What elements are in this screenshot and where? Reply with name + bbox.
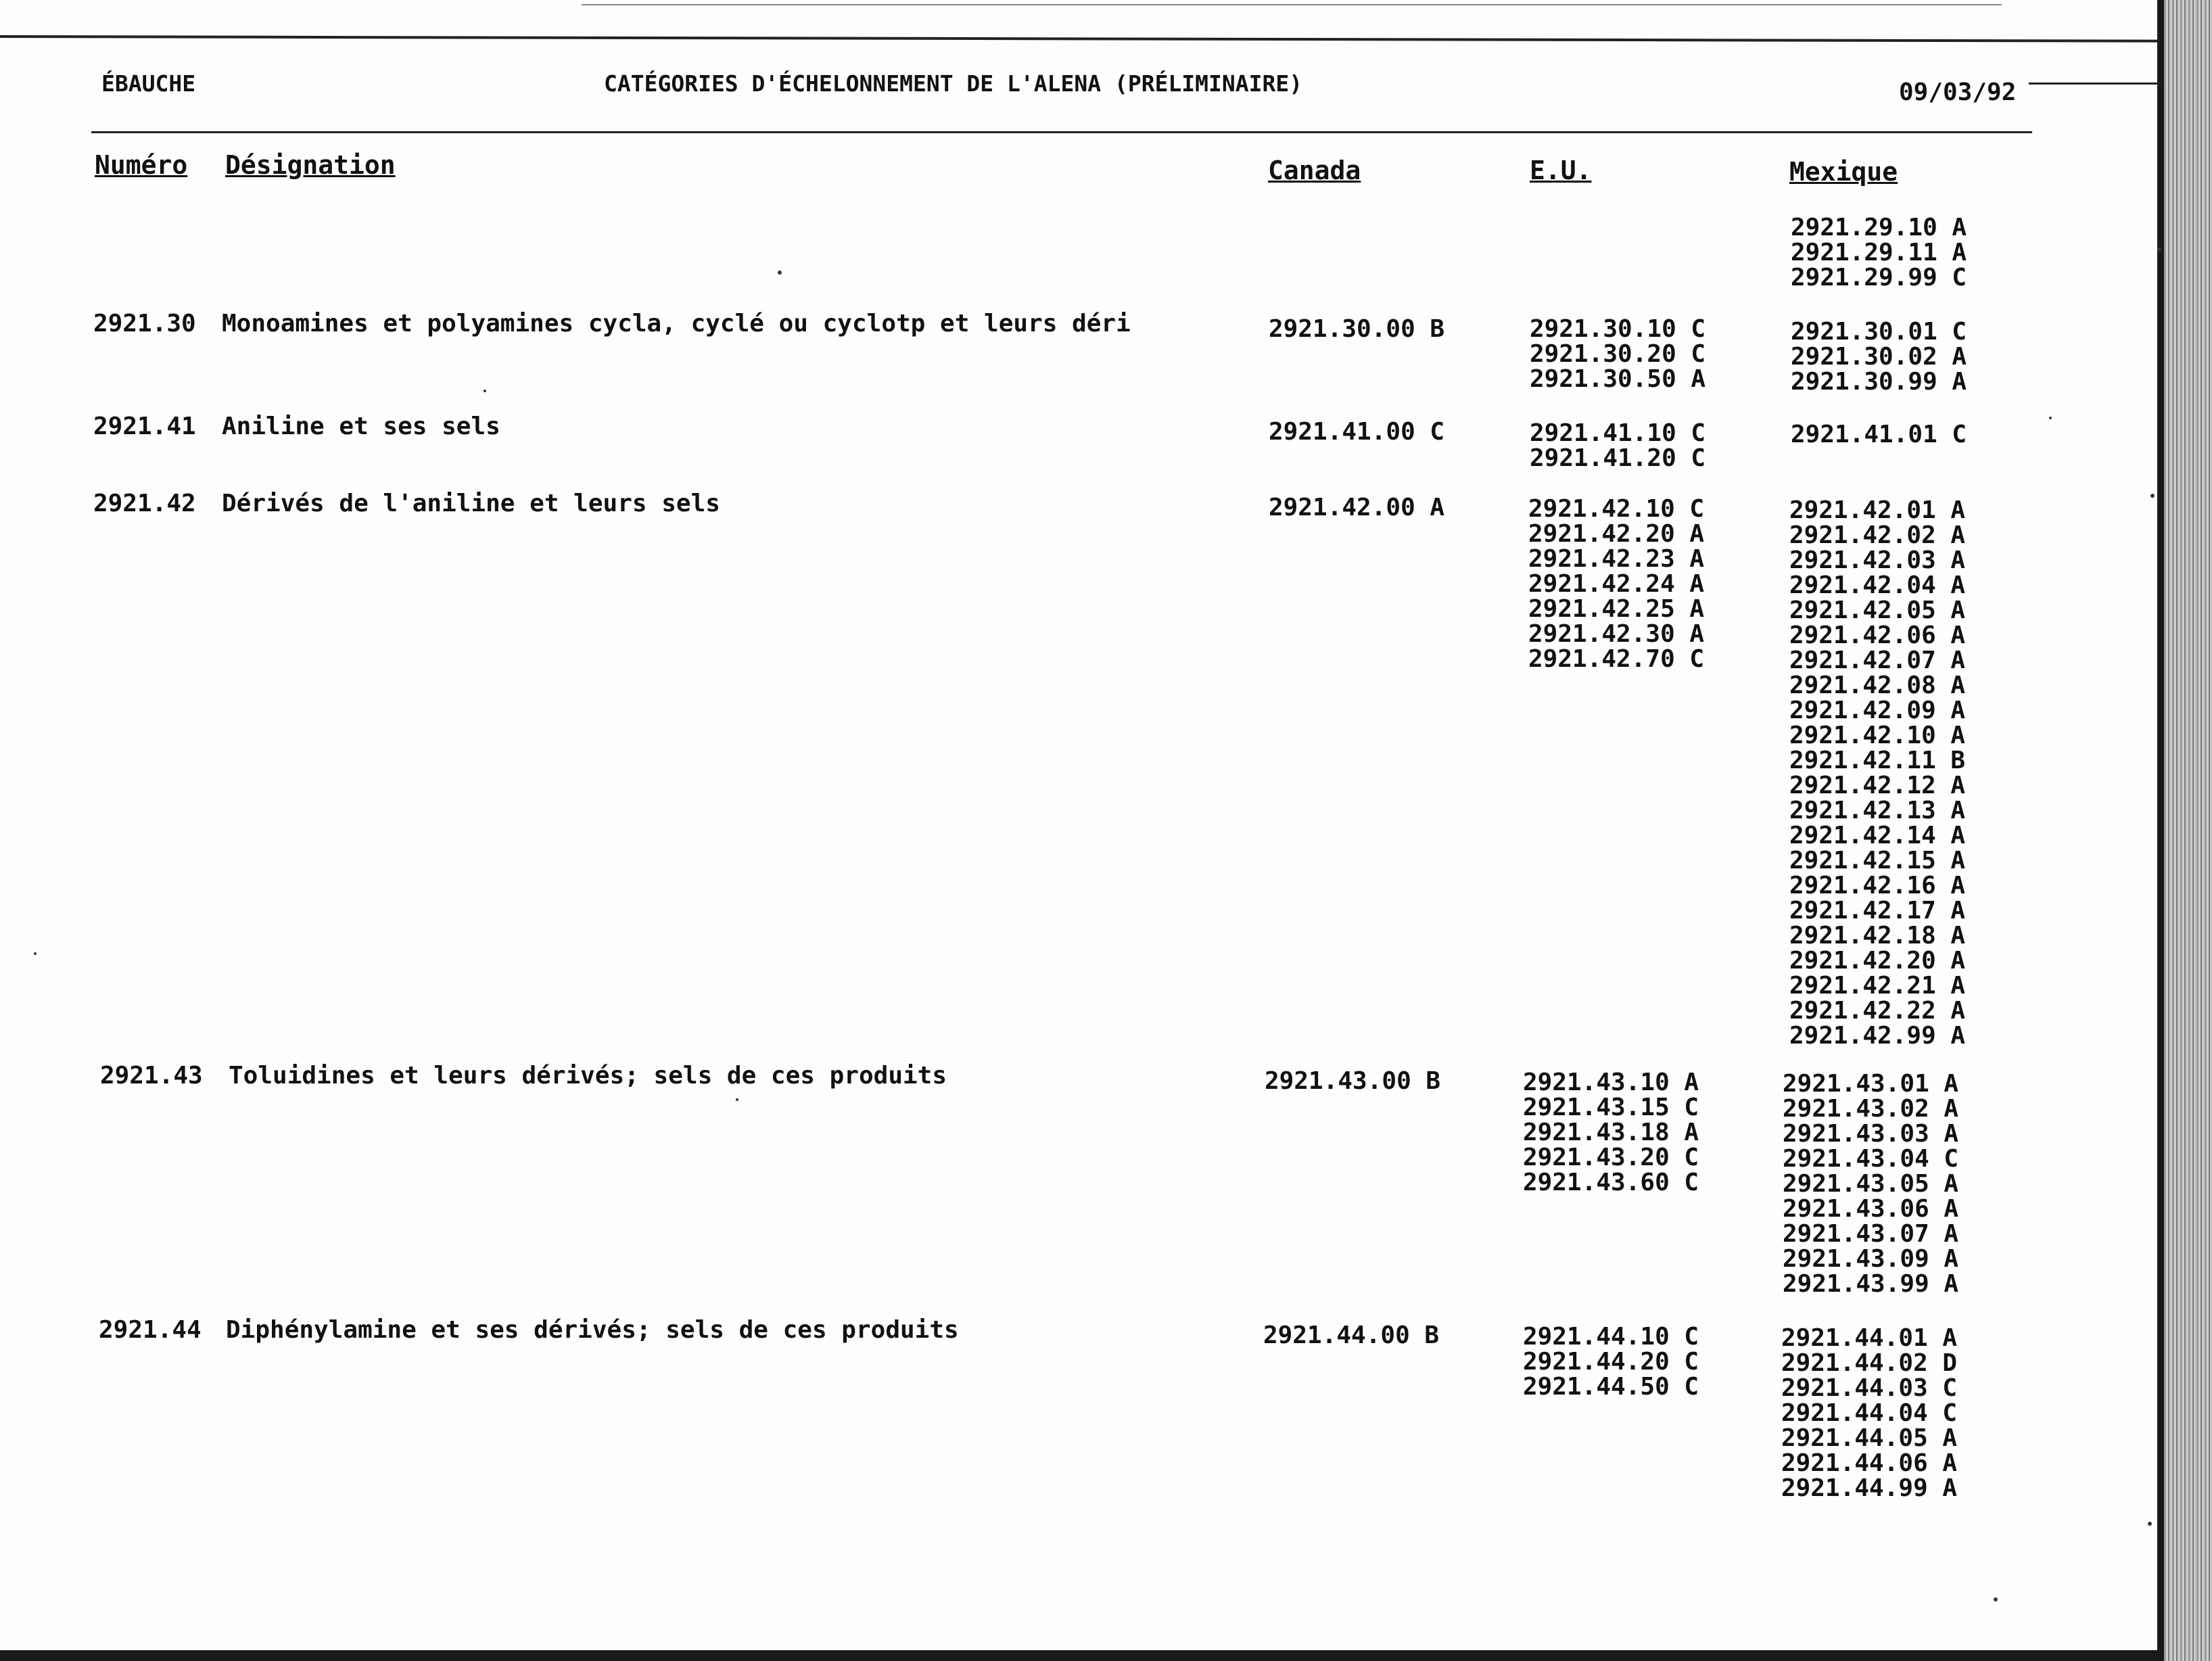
tariff-code: 2921.43.05 A: [1783, 1170, 1959, 1198]
tariff-code: 2921.42.21 A: [1789, 972, 1966, 1000]
mexique-codes: [1783, 1071, 1958, 1296]
canada-codes: [1269, 317, 1444, 342]
scan-speck: [2049, 417, 2052, 419]
mexique-codes: [1791, 215, 1967, 290]
tariff-code: 2921.42.30 A: [1528, 620, 1705, 648]
tariff-code: 2921.43.09 A: [1783, 1245, 1959, 1273]
bottom-scan-border: [0, 1650, 2164, 1661]
eu-codes: [1530, 317, 1705, 392]
tariff-code: 2921.30.02 A: [1791, 343, 1967, 371]
top-scan-edge: [582, 4, 2002, 5]
tariff-code: 2921.43.00 B: [1265, 1067, 1441, 1095]
right-scan-noise: [2164, 0, 2212, 1661]
canada-codes: [1263, 1323, 1439, 1348]
scan-speck: [2157, 248, 2161, 252]
tariff-code: 2921.42.70 C: [1528, 645, 1705, 673]
tariff-code: 2921.42.10 A: [1789, 722, 1966, 749]
row-designation: Monoamines et polyamines cycla, cyclé ou cyclotp et leurs déri: [222, 310, 1131, 337]
tariff-code: 2921.42.16 A: [1789, 872, 1966, 899]
scan-speck: [736, 1098, 738, 1101]
tariff-code: 2921.42.09 A: [1789, 697, 1966, 724]
tariff-code: 2921.42.15 A: [1789, 847, 1966, 874]
tariff-code: 2921.44.02 D: [1781, 1349, 1958, 1377]
tariff-code: 2921.42.24 A: [1528, 570, 1705, 598]
tariff-code: 2921.42.99 A: [1789, 1022, 1966, 1050]
row-designation: Diphénylamine et ses dérivés; sels de ces produits: [226, 1316, 959, 1344]
scan-speck: [2150, 494, 2155, 498]
mexique-codes: [1789, 498, 1965, 1048]
tariff-code: 2921.42.07 A: [1789, 647, 1966, 674]
eu-codes: [1530, 421, 1705, 471]
tariff-code: 2921.43.99 A: [1783, 1270, 1959, 1298]
tariff-code: 2921.42.12 A: [1789, 772, 1966, 799]
tariff-code: 2921.43.20 C: [1523, 1144, 1699, 1171]
scan-speck: [2148, 1522, 2152, 1526]
row-number: 2921.44: [99, 1316, 202, 1344]
tariff-code: 2921.43.15 C: [1523, 1094, 1699, 1121]
tariff-code: 2921.44.06 A: [1781, 1449, 1958, 1477]
tariff-code: 2921.44.99 A: [1781, 1474, 1958, 1502]
tariff-code: 2921.44.10 C: [1523, 1323, 1699, 1351]
tariff-code: 2921.42.03 A: [1789, 546, 1966, 574]
tariff-code: 2921.43.06 A: [1783, 1195, 1959, 1223]
tariff-code: 2921.41.10 C: [1530, 419, 1706, 447]
tariff-code: 2921.42.20 A: [1528, 520, 1705, 548]
tariff-code: 2921.44.03 C: [1781, 1374, 1958, 1402]
date-rule: [2029, 83, 2161, 85]
tariff-code: 2921.41.01 C: [1791, 421, 1967, 448]
scan-speck: [34, 952, 37, 955]
tariff-code: 2921.44.01 A: [1781, 1324, 1958, 1352]
eu-codes: [1523, 1070, 1699, 1195]
mexique-codes: [1781, 1326, 1957, 1501]
tariff-code: 2921.42.20 A: [1789, 947, 1966, 975]
tariff-code: 2921.42.25 A: [1528, 595, 1705, 623]
tariff-code: 2921.44.20 C: [1523, 1348, 1699, 1376]
canada-codes: [1269, 419, 1444, 444]
top-rule: [0, 35, 2171, 43]
tariff-code: 2921.30.99 A: [1791, 368, 1967, 396]
tariff-code: 2921.42.14 A: [1789, 822, 1966, 849]
row-number: 2921.43: [100, 1062, 203, 1090]
column-header-designation: Désignation: [225, 150, 396, 180]
tariff-code: 2921.43.04 C: [1783, 1145, 1959, 1173]
tariff-code: 2921.42.01 A: [1789, 496, 1966, 524]
tariff-code: 2921.44.50 C: [1523, 1373, 1699, 1401]
tariff-code: 2921.42.17 A: [1789, 897, 1966, 925]
scan-speck: [1994, 1597, 1998, 1601]
tariff-code: 2921.42.11 B: [1789, 747, 1966, 774]
tariff-code: 2921.42.23 A: [1528, 545, 1705, 573]
tariff-code: 2921.42.06 A: [1789, 622, 1966, 649]
tariff-code: 2921.42.08 A: [1789, 672, 1966, 699]
column-header-canada: Canada: [1268, 156, 1361, 185]
scan-speck: [778, 271, 782, 275]
tariff-code: 2921.43.18 A: [1523, 1119, 1699, 1146]
tariff-code: 2921.43.02 A: [1783, 1095, 1959, 1123]
tariff-code: 2921.30.50 A: [1530, 365, 1706, 393]
tariff-code: 2921.30.00 B: [1269, 315, 1445, 343]
tariff-code: 2921.44.00 B: [1263, 1321, 1440, 1349]
eu-codes: [1528, 496, 1704, 672]
tariff-code: 2921.42.13 A: [1789, 797, 1966, 824]
tariff-code: 2921.42.05 A: [1789, 596, 1966, 624]
tariff-code: 2921.43.10 A: [1523, 1069, 1699, 1096]
canada-codes: [1265, 1069, 1440, 1094]
document-date: 09/03/92: [1899, 78, 2017, 106]
tariff-code: 2921.42.10 C: [1528, 495, 1705, 523]
column-header-numero: Numéro: [95, 150, 188, 180]
document-title: CATÉGORIES D'ÉCHELONNEMENT DE L'ALENA (PRÉLIMINAIRE): [604, 70, 1303, 97]
tariff-code: 2921.42.02 A: [1789, 521, 1966, 549]
tariff-code: 2921.43.07 A: [1783, 1220, 1959, 1248]
tariff-code: 2921.30.10 C: [1530, 315, 1706, 343]
mexique-codes: [1791, 422, 1967, 447]
row-number: 2921.42: [93, 490, 196, 517]
row-number: 2921.30: [93, 310, 196, 337]
tariff-code: 2921.44.05 A: [1781, 1424, 1958, 1452]
tariff-code: 2921.43.01 A: [1783, 1070, 1959, 1098]
tariff-code: 2921.30.20 C: [1530, 340, 1706, 368]
scan-speck: [484, 390, 486, 392]
column-header-mexique: Mexique: [1789, 157, 1898, 187]
tariff-code: 2921.44.04 C: [1781, 1399, 1958, 1427]
tariff-code: 2921.42.04 A: [1789, 571, 1966, 599]
tariff-code: 2921.42.18 A: [1789, 922, 1966, 950]
tariff-code: 2921.43.60 C: [1523, 1169, 1699, 1196]
mexique-codes: [1791, 319, 1967, 394]
row-number: 2921.41: [93, 413, 196, 440]
draft-label: ÉBAUCHE: [101, 70, 196, 97]
tariff-code: 2921.42.00 A: [1269, 494, 1445, 521]
tariff-code: 2921.41.00 C: [1269, 418, 1445, 446]
canada-codes: [1269, 495, 1444, 520]
tariff-code: 2921.29.99 C: [1791, 264, 1967, 291]
row-designation: Toluidines et leurs dérivés; sels de ces produits: [229, 1062, 947, 1090]
eu-codes: [1523, 1324, 1699, 1399]
header-rule: [91, 131, 2032, 133]
row-designation: Aniline et ses sels: [222, 413, 500, 440]
tariff-code: 2921.41.20 C: [1530, 444, 1706, 472]
tariff-code: 2921.29.11 A: [1791, 239, 1967, 266]
column-header-eu: E.U.: [1530, 156, 1592, 185]
tariff-code: 2921.30.01 C: [1791, 318, 1967, 346]
tariff-code: 2921.29.10 A: [1791, 214, 1967, 241]
tariff-code: 2921.42.22 A: [1789, 997, 1966, 1025]
tariff-code: 2921.43.03 A: [1783, 1120, 1959, 1148]
row-designation: Dérivés de l'aniline et leurs sels: [222, 490, 720, 517]
